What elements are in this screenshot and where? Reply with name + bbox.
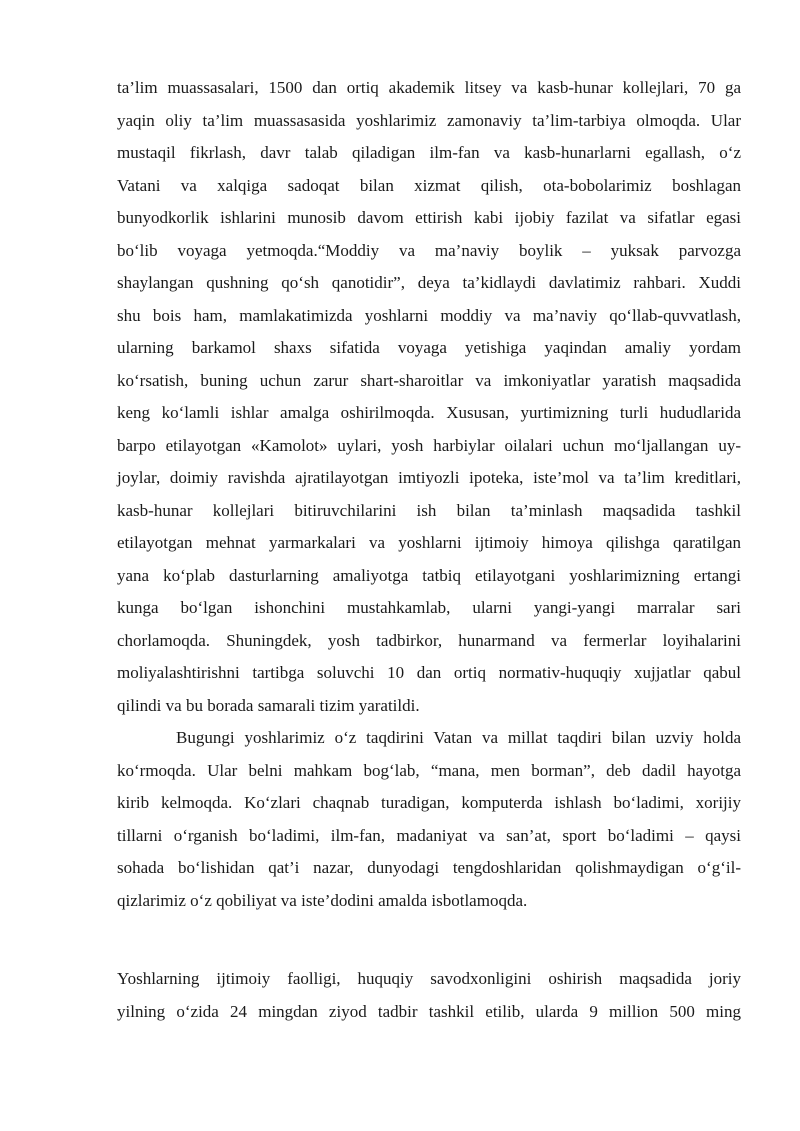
text-line: chorlamoqda. Shuningdek, yosh tadbirkor, hunarmand va fermerlar loyihalarini [117,630,741,650]
text-line: joylar, doimiy ravishda ajratilayotgan imtiyozli ipoteka, iste’mol va ta’lim kreditlari, [117,468,741,487]
text-line: barpo etilayotgan «Kamolot» uylari, yosh harbiylar oilalari uchun mo‘ljallangan uy- [117,435,741,455]
text-line: kasb-hunar kollejlari bitiruvchilarini ish bilan ta’minlash maqsadida tashkil [117,500,741,520]
text-line: kunga bo‘lgan ishonchini mustahkamlab, ularni yangi-yangi marralar sari [117,598,741,617]
text-line: tillarni o‘rganish bo‘ladimi, ilm-fan, madaniyat va san’at, sport bo‘ladimi – qaysi [117,825,741,845]
text-line: ta’lim muassasalari, 1500 dan ortiq akademik litsey va kasb-hunar kollejlari, 70 ga [117,78,741,97]
text-line: yilning o‘zida 24 mingdan ziyod tadbir tashkil etilib, ularda 9 million 500 ming [117,1001,741,1021]
text-line: yaqin oliy ta’lim muassasasida yoshlarimiz zamonaviy ta’lim-tarbiya olmoqda. Ular [117,110,741,130]
text-line: Bugungi yoshlarimiz o‘z taqdirini Vatan va millat taqdiri bilan uzviy holda [176,728,741,747]
text-line: keng ko‘lamli ishlar amalga oshirilmoqda. Xususan, yurtimizning turli hududlarida [117,403,741,422]
text-line: mustaqil fikrlash, davr talab qiladigan ilm-fan va kasb-hunarlarni egallash, o‘z [117,143,741,162]
text-line: qilindi va bu borada samarali tizim yaratildi. [117,695,420,715]
text-line: yana ko‘plab dasturlarning amaliyotga tatbiq etilayotgani yoshlarimizning ertangi [117,565,741,585]
text-line: etilayotgan mehnat yarmarkalari va yoshlarni ijtimoiy himoya qilishga qaratilgan [117,533,741,552]
text-line: shaylangan qushning qo‘sh qanotidir”, deya ta’kidlaydi davlatimiz rahbari. Xuddi [117,273,741,292]
text-line: sohada bo‘lishidan qat’i nazar, dunyodagi tengdoshlaridan qolishmaydigan o‘g‘il- [117,858,741,877]
text-line: Yoshlarning ijtimoiy faolligi, huquqiy savodxonligini oshirish maqsadida joriy [117,969,741,988]
text-line: Vatani va xalqiga sadoqat bilan xizmat qilish, ota-bobolarimiz boshlagan [117,175,741,195]
text-line: shu bois ham, mamlakatimizda yoshlarni moddiy va ma’naviy qo‘llab-quvvatlash, [117,305,741,325]
text-line: kirib kelmoqda. Ko‘zlari chaqnab turadigan, komputerda ishlash bo‘ladimi, xorijiy [117,793,741,812]
text-line: ko‘rmoqda. Ular belni mahkam bog‘lab, “mana, men borman”, deb dadil hayotga [117,760,741,780]
text-line: ko‘rsatish, buning uchun zarur shart-sharoitlar va imkoniyatlar yaratish maqsadida [117,370,741,390]
text-line: qizlarimiz o‘z qobiliyat va iste’dodini amalda isbotlamoqda. [117,890,528,910]
text-line: bo‘lib voyaga yetmoqda.“Moddiy va ma’naviy boylik – yuksak parvozga [117,240,741,260]
text-line: ularning barkamol shaxs sifatida voyaga yetishiga yaqindan amaliy yordam [117,338,741,357]
text-line: bunyodkorlik ishlarini munosib davom ettirish kabi ijobiy fazilat va sifatlar egasi [117,208,741,227]
text-line: moliyalashtirishni tartibga soluvchi 10 dan ortiq normativ-huquqiy xujjatlar qabul [117,663,741,682]
